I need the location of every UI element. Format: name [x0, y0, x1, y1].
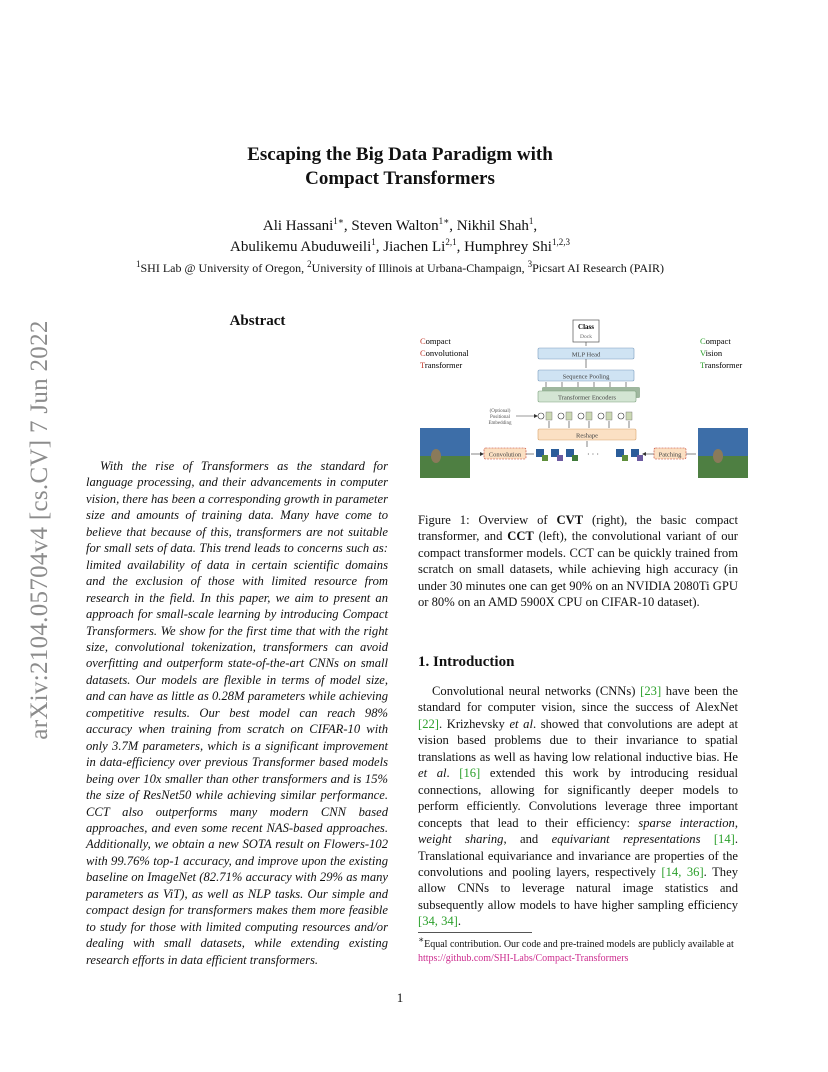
- author-list: [150, 216, 650, 258]
- class-label: Class: [578, 323, 594, 331]
- author-sup: 2,1: [445, 237, 457, 247]
- citation-link[interactable]: [22]: [418, 716, 439, 731]
- caption-mid: (right), the basic compact transformer, and: [418, 513, 738, 544]
- pos-embed-line-2: Positional: [489, 415, 511, 420]
- author-name: Humphrey Shi: [464, 239, 552, 255]
- caption-rest: (left), the convolutional variant of our compact transformer models. CCT can be quickly trained from scratch on small datasets, while achieving high accuracy (in under 30 minutes one can get 90% on an NVIDIA 2080Ti GPU or 80% on an AMD 5900X CPU on CIFAR-10 dataset).: [418, 529, 738, 610]
- pos-embed-line-1: (Optional): [489, 409, 511, 414]
- citation-link[interactable]: [23]: [640, 684, 662, 698]
- caption-cvt: CVT: [556, 513, 584, 527]
- left-label-line-1: Compact: [420, 336, 451, 346]
- footnote-rule: [418, 932, 532, 933]
- author-name: Abulikemu Abuduweili: [230, 239, 372, 255]
- author-name: Steven Walton: [351, 218, 439, 234]
- affil-sup: 3: [527, 259, 533, 269]
- mlp-head-label: MLP Head: [571, 351, 601, 359]
- transformer-encoders-label: Transformer Encoders: [557, 394, 617, 402]
- abstract-text: With the rise of Transformers as the standard for language processing, and their advancements in computer vision, there has been a corresponding growth in parameter size and amounts of training data. Many have come to believe that because of this, transformers are not suitable for small sets of data. This trend leads to concerns such as: limited availability of data in certain scientific domains and the exclusion of those with limited resource from research in the field. In this paper, we aim to present an approach for small-scale learning by introducing Compact Transformers. We show for the first time that with the right size, convolutional tokenization, transformers can avoid overfitting and outperform state-of-the-art CNNs on small datasets. Our models are flexible in terms of model size, and can have as little as 0.28M parameters while achieving competitive results. Our best model can reach 98% accuracy when training from scratch on CIFAR-10 with only 3.7M parameters, which is a significant improvement in data-efficiency over previous Transformer based models being over 10x smaller than other transformers and is 15% the size of ResNet50 while achieving similar performance. CCT also outperforms many modern CNN based approaches, and even some recent NAS-based approaches. Additionally, we obtain a new SOTA result on Flowers-102 with 99.76% top-1 accuracy, and improve upon the existing baseline on ImageNet (82.71% accuracy with 29% as many parameters as ViT), as well as NLP tasks. Our simple and compact design for transformers makes them more feasible to study for those with limited computing resources and/or dealing with small datasets, while extending existing research efforts in data efficient transformers.: [86, 459, 388, 967]
- affiliations: $^1$SHI Lab @ University of Oregon, $^2$University of Illinois at Urbana-Champaign, $^3$Picsart AI Research (PAIR): [135, 259, 664, 275]
- reshape-arrows: [549, 421, 629, 428]
- token-row: [538, 412, 632, 420]
- citation-link[interactable]: [34, 34]: [418, 914, 458, 929]
- code-repository-link[interactable]: https://github.com/SHI-Labs/Compact-Transformers: [418, 952, 629, 964]
- sequence-pooling-label: Sequence Pooling: [562, 373, 610, 381]
- left-label-line-3: Transformer: [420, 360, 463, 370]
- author-line-1: Ali Hassani$^{1∗}$, Steven Walton$^{1∗}$, Nikhil Shah$^1$,: [262, 216, 538, 234]
- dock-label: Dock: [580, 334, 592, 340]
- arxiv-stamp: [20, 300, 60, 760]
- footnote-mark: ∗: [418, 934, 425, 945]
- footnote: [418, 934, 740, 965]
- right-label-line-2: Vision: [700, 348, 723, 358]
- citation-link[interactable]: [14, 36]: [661, 864, 704, 879]
- right-label-line-3: Transformer: [700, 360, 743, 370]
- reshape-label: Reshape: [575, 432, 599, 440]
- caption-lead: Figure 1: Overview of: [418, 513, 557, 527]
- affil-sup: 1: [135, 259, 141, 269]
- arxiv-stamp-text: arXiv:2104.05704v4 [cs.CV] 7 Jun 2022: [26, 320, 53, 740]
- author-name: Jiachen Li: [383, 239, 446, 255]
- paper-title: [150, 143, 650, 191]
- abstract-heading: Abstract: [229, 313, 286, 329]
- convolution-label: Convolution: [488, 451, 522, 459]
- figure-1-diagram: [418, 316, 756, 492]
- section-heading-introduction: 1. Introduction: [418, 654, 515, 670]
- author-sup: 1: [528, 216, 534, 226]
- title-line-2: Compact Transformers: [305, 168, 495, 189]
- input-image-right: [698, 428, 748, 478]
- author-name: Nikhil Shah: [456, 218, 529, 234]
- patching-label: Patching: [658, 451, 682, 459]
- citation-link[interactable]: [16]: [459, 766, 481, 781]
- title-line-1: Escaping the Big Data Paradigm with: [247, 144, 553, 165]
- author-sup: 1∗: [333, 216, 344, 226]
- affil-name: Picsart AI Research (PAIR): [532, 261, 664, 275]
- citation-link[interactable]: [14]: [713, 832, 735, 847]
- author-sup: 1∗: [438, 216, 450, 226]
- author-sup: 1,2,3: [551, 237, 570, 247]
- affil-name: University of Illinois at Urbana-Champaign: [311, 261, 522, 275]
- caption-cct: CCT: [507, 529, 534, 544]
- author-name: Ali Hassani: [262, 218, 334, 234]
- author-line-2: Abulikemu Abuduweili$^1$, Jiachen Li$^{2,1}$, Humphrey Shi$^{1,2,3}$: [230, 237, 570, 255]
- affil-sup: 2: [307, 259, 312, 269]
- author-sup: 1: [371, 237, 376, 247]
- figure-1-caption: [418, 512, 738, 611]
- affil-name: SHI Lab @ University of Oregon: [140, 261, 302, 275]
- introduction-text: Convolutional neural networks (CNNs) [23] have been the standard for computer vision, since the success of AlexNet [22]. Krizhevsky et al. showed that convolutions are adept at vision based problems due to their invariance to spatial translations as well as having low relational inductive bias. He et al. [16] extended this work by introducing residual connections, allowing for significantly deeper models to perform efficiently. Convolutions leverage three important concepts that lead to their efficiency: sparse interaction, weight sharing, and equivariant representations [14]. Translational equivariance and invariance are properties of the convolutions and pooling layers, respectively [14, 36]. They allow CNNs to leverage natural image statistics and subsequently allow models to have higher sampling efficiency [34, 34].: [418, 684, 738, 929]
- pos-embed-line-3: Embedding: [488, 421, 512, 426]
- page-number: 1: [396, 990, 404, 1005]
- left-label-line-2: Convolutional: [420, 348, 469, 358]
- patch-ellipsis: · · ·: [587, 450, 599, 459]
- footnote-text: Equal contribution. Our code and pre-trained models are publicly available at: [424, 939, 734, 950]
- input-image-left: [420, 428, 470, 478]
- right-label-line-1: Compact: [700, 336, 731, 346]
